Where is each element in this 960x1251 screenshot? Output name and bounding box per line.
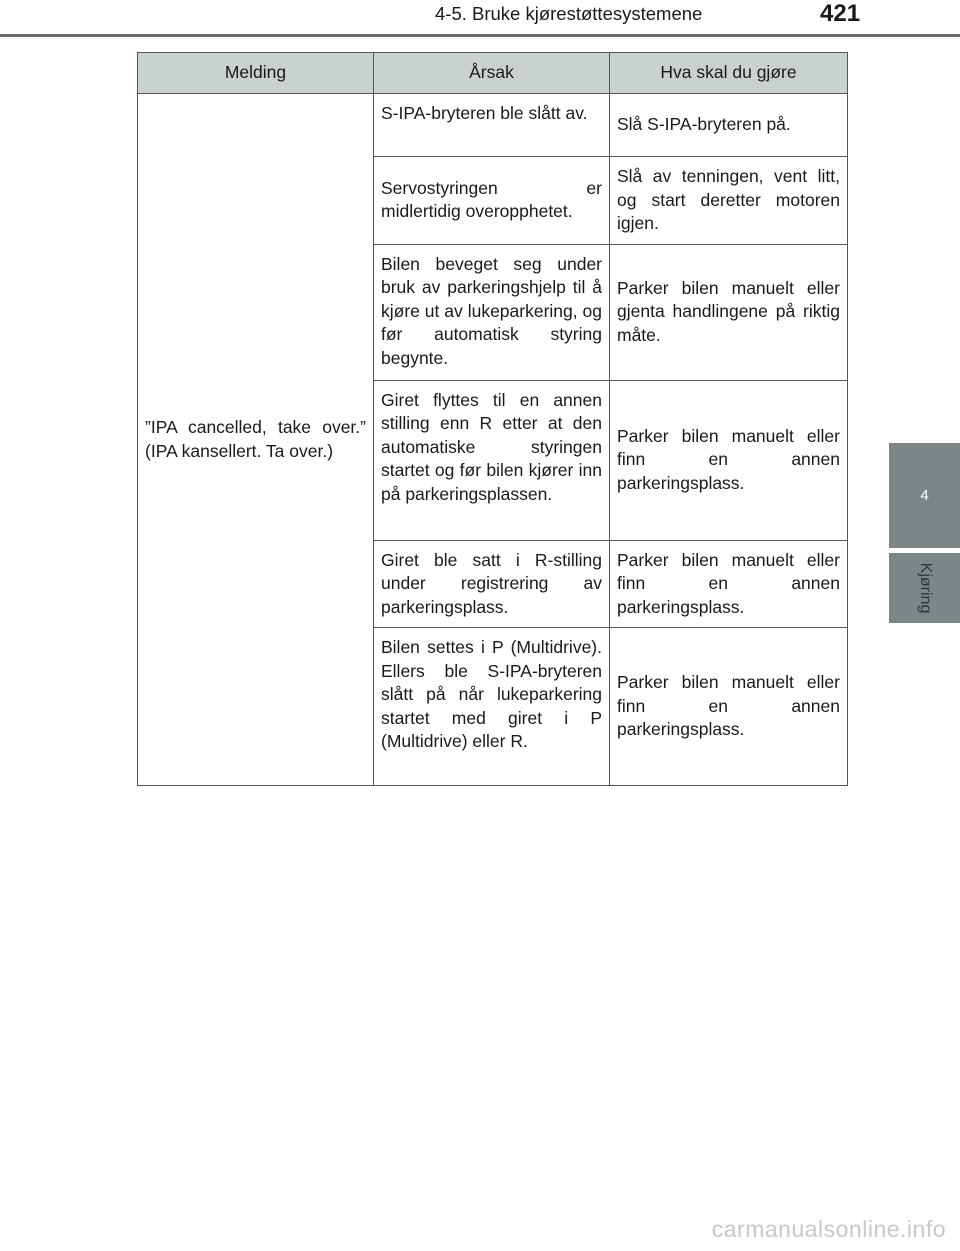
action-cell: Slå S-IPA-bryteren på.	[610, 94, 848, 157]
cause-cell: Giret ble satt i R-stilling under registrering av parkeringsplass.	[374, 540, 610, 628]
chapter-tab-label	[889, 553, 960, 623]
column-header-melding: Melding	[138, 53, 374, 94]
chapter-tab-number: 4	[889, 443, 960, 548]
cause-cell: Bilen settes i P (Multidrive). Ellers ble S-IPA-bryteren slått på når lukeparkering startet med giret i P (Multidrive) eller R.	[374, 628, 610, 786]
cause-cell: Giret flyttes til en annen stilling enn R etter at den automatiske styringen startet og før bilen kjører inn på parkeringsplassen.	[374, 380, 610, 540]
column-header-hva-skal-du-gjore: Hva skal du gjøre	[610, 53, 848, 94]
table-row	[138, 94, 848, 157]
cause-cell: S-IPA-bryteren ble slått av.	[374, 94, 610, 157]
action-cell: Parker bilen manuelt eller finn en annen parkeringsplass.	[610, 628, 848, 786]
table-header-row	[138, 53, 848, 94]
action-cell: Parker bilen manuelt eller finn en annen parkeringsplass.	[610, 540, 848, 628]
page-number: 421	[820, 0, 861, 27]
header-title: 4-5. Bruke kjørestøttesystemene	[435, 3, 703, 24]
watermark: carmanualsonline.info	[711, 1216, 946, 1242]
melding-cell: ”IPA cancelled, take over.” (IPA kansellert. Ta over.)	[138, 94, 374, 786]
action-cell: Slå av tenningen, vent litt, og start deretter motoren igjen.	[610, 157, 848, 245]
message-table	[137, 52, 848, 786]
action-cell: Parker bilen manuelt eller finn en annen parkeringsplass.	[610, 380, 848, 540]
column-header-arsak: Årsak	[374, 53, 610, 94]
chapter-tab-label-text: Kjøring	[916, 562, 934, 614]
cause-cell: Servostyringen er midlertidig overopphetet.	[374, 157, 610, 245]
header-rule	[0, 34, 960, 37]
action-cell: Parker bilen manuelt eller gjenta handlingene på riktig måte.	[610, 244, 848, 380]
cause-cell: Bilen beveget seg under bruk av parkeringshjelp til å kjøre ut av lukeparkering, og før automatisk styring begynte.	[374, 244, 610, 380]
